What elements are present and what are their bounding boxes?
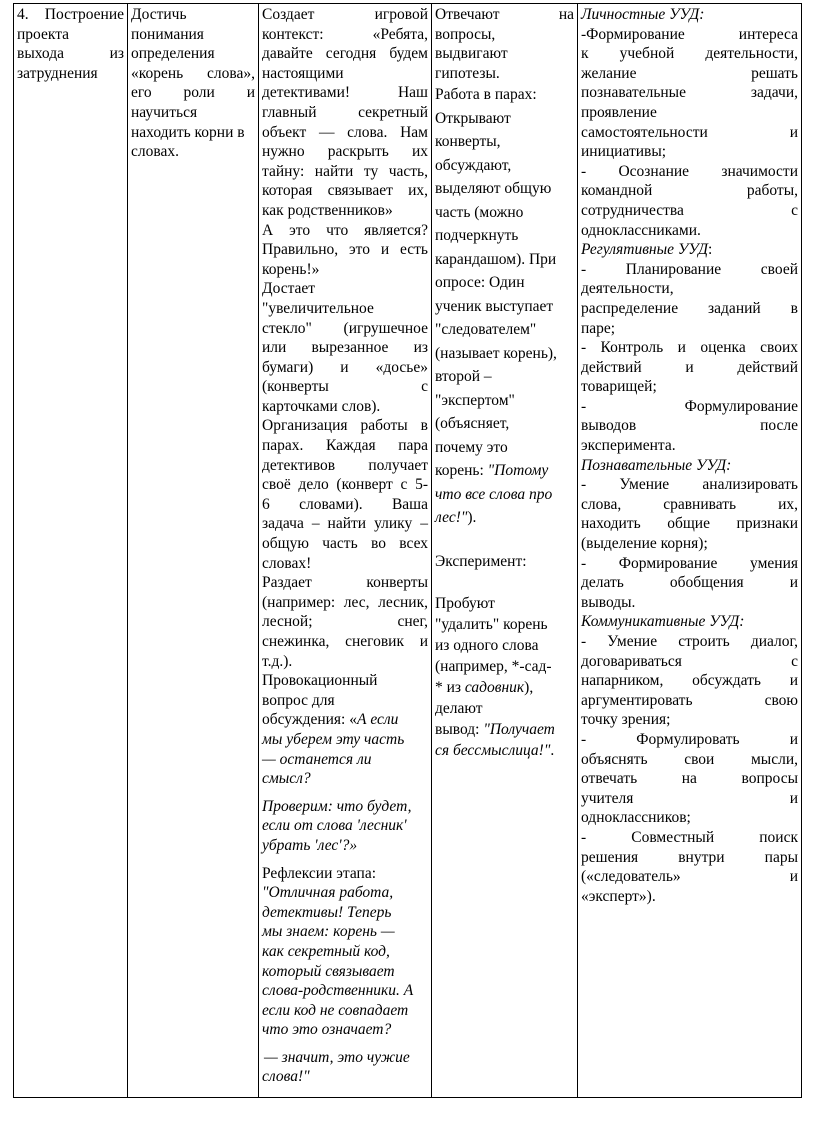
text-line: если код не совпадает — [262, 1001, 409, 1019]
teacher-envelopes — [262, 573, 428, 671]
text-line: убрать 'лес'?» — [262, 836, 358, 854]
text-line: к учебной деятельности, — [581, 45, 798, 63]
text-line: общую часть во всех — [262, 535, 428, 553]
regulatory-title-text: Регулятивные УУД — [581, 241, 708, 259]
text-line: (объясняет, — [435, 415, 510, 433]
cognitive-uud — [581, 475, 798, 612]
teacher-conclusion — [262, 1048, 428, 1087]
text-line: слова, сравнивать их, — [581, 495, 798, 513]
text-line: слова-родственники. А — [262, 982, 414, 1000]
experiment-final: . — [550, 742, 555, 760]
text-line: конверты, — [435, 133, 501, 151]
experiment-lead: * из — [435, 679, 465, 697]
text-line: командной работы, — [581, 182, 798, 200]
text-line: Создает игровой — [262, 6, 428, 23]
text-line: "удалить" корень — [435, 616, 548, 634]
stage-line: выхода из — [17, 45, 124, 63]
goal-line: понимания — [131, 25, 204, 43]
pairs-end: ). — [467, 509, 477, 527]
text-line: инициативы; — [581, 143, 667, 161]
text-line: из одного слова — [435, 637, 539, 655]
text-line: делают — [435, 700, 483, 718]
text-line: аргументировать свою — [581, 691, 798, 709]
uud-cell — [578, 4, 802, 1098]
regulatory-uud — [581, 260, 798, 456]
text-line: "Отличная работа, — [262, 884, 394, 902]
text-line: подчеркнуть — [435, 227, 519, 245]
text-line: тайну: найти ту часть, — [262, 162, 428, 180]
text-line: "увеличительное — [262, 299, 374, 317]
goal-line: его роли и — [131, 84, 255, 102]
text-line: смысл? — [262, 770, 311, 788]
text-line: вопрос для — [262, 691, 335, 709]
text-line: бумаги) и «досье» — [262, 358, 428, 376]
pairs-italic: лес!" — [435, 509, 468, 527]
teacher-question — [262, 671, 428, 789]
goal-line: словах. — [131, 143, 179, 161]
students-experiment — [435, 593, 574, 761]
text-line: словах! — [262, 554, 312, 572]
text-line: самостоятельности и — [581, 123, 798, 141]
text-line: стекло" (игрушечное — [262, 319, 428, 337]
text-line: или вырезанное из — [262, 339, 428, 357]
teacher-activity-cell — [259, 4, 432, 1098]
text-line: мы уберем эту часть — [262, 730, 405, 748]
text-line: парах. Каждая пара — [262, 437, 428, 455]
text-line: распределение заданий в — [581, 299, 798, 317]
text-line: договариваться с — [581, 652, 798, 670]
experiment-italic: ся бессмыслица!" — [435, 742, 551, 760]
text-line: Открывают — [435, 109, 511, 127]
text-line: опросе: Один — [435, 274, 525, 292]
text-line: сотрудничества с — [581, 201, 798, 219]
text-line: - Умение анализировать — [581, 476, 798, 494]
text-line: проявление — [581, 103, 657, 121]
text-line: карточками слов). — [262, 397, 381, 415]
text-line: мы знаем: корень — — [262, 923, 395, 941]
text-line: — значит, это чужие — [264, 1048, 410, 1066]
text-line: Провокационный — [262, 672, 378, 690]
text-line: почему это — [435, 438, 508, 456]
goal-line: определения — [131, 45, 215, 63]
text-line — [435, 506, 574, 530]
text-line: находить общие признаки — [581, 515, 798, 533]
text-line: который связывает — [262, 962, 395, 980]
teacher-intro — [262, 5, 428, 279]
text-line: часть (можно — [435, 203, 524, 221]
text-line: детективов получает — [262, 456, 428, 474]
text-line: своё дело (конверт с 5- — [262, 476, 428, 494]
cognitive-uud-title: Познавательные УУД: — [581, 456, 732, 474]
text-line: деятельности, — [581, 280, 674, 298]
text-line: контекст: «Ребята, — [262, 25, 428, 43]
text-line: Работа в парах: — [435, 86, 537, 104]
regulatory-title-colon: : — [707, 241, 713, 259]
experiment-word: садовник — [464, 679, 525, 697]
text-line: (называет корень), — [435, 344, 557, 362]
text-line: точку зрения; — [581, 711, 671, 729]
text-line: детективы! Теперь — [262, 903, 392, 921]
text-line: делать обобщения и — [581, 574, 798, 592]
text-line: напарником, обсуждать и — [581, 672, 798, 690]
experiment-lead: вывод: — [435, 721, 484, 739]
text-line: "следователем" — [435, 321, 537, 339]
pairs-italic: "Потому — [487, 462, 549, 480]
text-line: корень!» — [262, 260, 320, 278]
text-line: выделяют общую — [435, 180, 552, 198]
text-line: товарищей; — [581, 378, 657, 396]
text-line: второй – — [435, 368, 492, 386]
teacher-magnifier — [262, 279, 428, 416]
text-line: - Совместный поиск — [581, 828, 798, 846]
teacher-check — [262, 797, 428, 856]
communicative-uud — [581, 632, 798, 906]
text-line: выдвигают — [435, 45, 508, 63]
stage-line: 4. Построение — [17, 6, 124, 23]
reflection-label: Рефлексии этапа: — [262, 864, 377, 882]
text-line — [435, 677, 574, 698]
text-line — [435, 740, 574, 761]
text-line: если от слова 'лесник' — [262, 817, 407, 835]
stage-line: затруднения — [17, 64, 98, 82]
text-line: снежинка, снеговик и — [262, 633, 428, 650]
text-line: которая связывает их, — [262, 182, 428, 200]
text-line: желание решать — [581, 64, 798, 82]
text-line: задача – найти улику – — [262, 515, 428, 533]
text-line: выводов после — [581, 417, 798, 435]
text-line: т.д.). — [262, 652, 293, 670]
personal-uud-title: Личностные УУД: — [581, 6, 705, 23]
text-line: «эксперт»). — [581, 887, 656, 905]
text-line: Проверим: что будет, — [262, 797, 412, 815]
stage-cell — [14, 4, 128, 1098]
text-line: 6 словами). Ваша — [262, 495, 428, 513]
text-line: ученик выступает — [435, 297, 554, 315]
pairs-lead: корень: — [435, 462, 488, 480]
text-line: лесной; снег, — [262, 613, 428, 631]
teacher-pairs — [262, 416, 428, 573]
students-activity-cell — [432, 4, 578, 1098]
text-line: действий и действий — [581, 358, 798, 376]
text-line: детективами! Наш — [262, 84, 428, 102]
text-line: как секретный код, — [262, 942, 390, 960]
experiment-italic: "Получает — [483, 721, 555, 739]
lesson-table — [13, 3, 802, 1098]
experiment-end: ), — [524, 679, 534, 697]
text-line: — останется ли — [262, 750, 372, 768]
students-answers — [435, 5, 574, 83]
table-row — [14, 4, 802, 1098]
text-line: давайте сегодня будем — [262, 45, 428, 63]
text-line: - Формулирование — [581, 397, 798, 415]
goal-line: научиться — [131, 103, 198, 121]
text-line: (выделение корня); — [581, 535, 708, 553]
question-lead: обсуждения: « — [262, 711, 357, 729]
text-line: объект — слова. Нам — [262, 123, 428, 141]
communicative-uud-title: Коммуникативные УУД: — [581, 613, 745, 631]
text-line: как родственников» — [262, 201, 393, 219]
text-line: одноклассниками. — [581, 221, 701, 239]
text-line — [435, 719, 574, 740]
text-line — [262, 710, 428, 730]
students-pairs — [435, 83, 574, 530]
text-line: слова!" — [262, 1068, 310, 1086]
text-line: что все слова про — [435, 485, 553, 503]
teacher-reflection — [262, 864, 428, 1040]
text-line: паре; — [581, 319, 616, 337]
text-line: А это что является? — [262, 221, 428, 239]
text-line: - Планирование своей — [581, 260, 798, 278]
text-line: выводы. — [581, 593, 636, 611]
text-line: решения внутри пары — [581, 848, 798, 866]
text-line: («следователь» и — [581, 868, 798, 886]
text-line: Правильно, это и есть — [262, 241, 428, 259]
text-line: отвечать на вопросы — [581, 770, 798, 788]
text-line: обсуждают, — [435, 156, 512, 174]
text-line: Достает — [262, 280, 316, 298]
text-line: Раздает конверты — [262, 574, 428, 592]
text-line: - Контроль и оценка своих — [581, 339, 798, 357]
text-line: (например: лес, лесник, — [262, 593, 428, 611]
personal-uud — [581, 25, 798, 241]
text-line — [435, 459, 574, 483]
goal-line: находить корни в — [131, 123, 245, 141]
goal-line: «корень слова», — [131, 64, 255, 82]
text-line: -Формирование интереса — [581, 25, 798, 43]
text-line: одноклассников; — [581, 809, 691, 827]
text-line: карандашом). При — [435, 250, 557, 268]
text-line: нужно раскрыть их — [262, 143, 428, 161]
text-line: Отвечают на — [435, 6, 574, 23]
text-line: вопросы, — [435, 25, 496, 43]
text-line: что это означает? — [262, 1021, 392, 1039]
text-line: "экспертом" — [435, 391, 515, 409]
text-line: учителя и — [581, 789, 798, 807]
text-line: - Формулировать и — [581, 730, 798, 748]
text-line: - Формирование умения — [581, 554, 798, 572]
question-italic: А если — [356, 711, 399, 729]
text-line: Пробуют — [435, 595, 495, 613]
text-line: гипотезы. — [435, 64, 500, 82]
text-line: объяснять свои мысли, — [581, 750, 798, 768]
goal-line: Достичь — [131, 6, 187, 23]
text-line: (например, *-сад- — [435, 658, 552, 676]
goal-cell — [128, 4, 259, 1098]
experiment-label: Эксперимент: — [435, 552, 527, 570]
text-line: - Осознание значимости — [581, 162, 798, 180]
text-line: (конверты с — [262, 378, 428, 396]
text-line: познавательные задачи, — [581, 84, 798, 102]
regulatory-uud-title — [581, 240, 798, 260]
text-line: - Умение строить диалог, — [581, 633, 798, 650]
text-line: эксперимента. — [581, 437, 676, 455]
stage-line: проекта — [17, 25, 70, 43]
text-line: главный секретный — [262, 103, 428, 121]
text-line: настоящими — [262, 64, 344, 82]
text-line: Организация работы в — [262, 417, 428, 435]
